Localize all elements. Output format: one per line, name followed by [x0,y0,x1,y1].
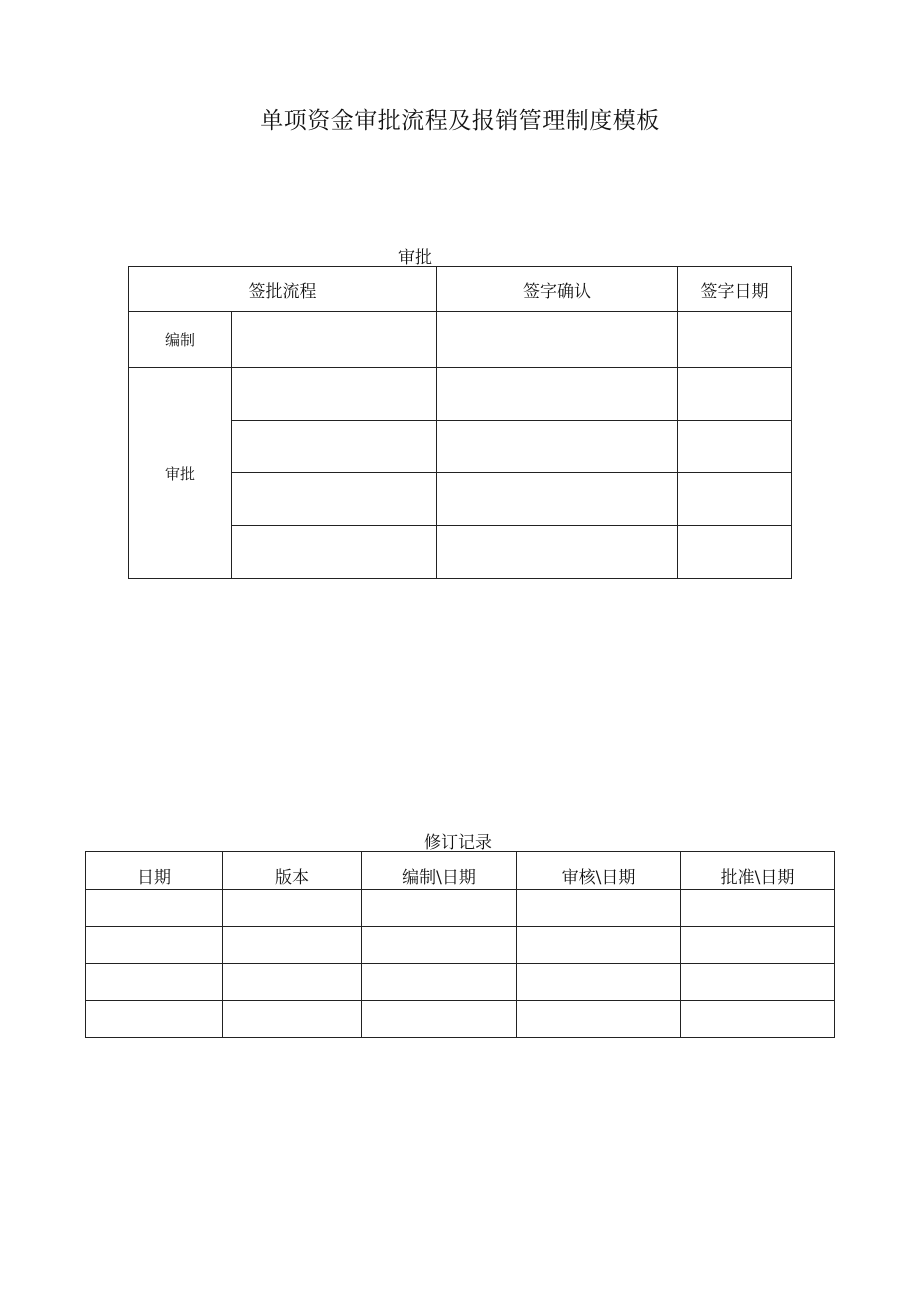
revision-cell[interactable] [223,890,362,927]
approval-header-row [129,267,792,312]
revision-cell[interactable] [223,927,362,964]
revision-cell[interactable] [517,927,681,964]
row-label-compile: 编制 [129,312,232,368]
compile-date-cell[interactable] [678,312,792,368]
approve-date-cell[interactable] [678,421,792,473]
approve-signature-cell[interactable] [437,368,678,421]
revision-cell[interactable] [86,927,223,964]
revision-cell[interactable] [86,1001,223,1038]
revision-cell[interactable] [681,927,835,964]
revision-cell[interactable] [362,890,517,927]
revision-cell[interactable] [362,964,517,1001]
header-sign-date: 签字日期 [678,267,792,312]
revision-cell[interactable] [517,964,681,1001]
revision-caption: 修订记录 [424,833,492,853]
revision-row [86,1001,835,1038]
header-review-date: 审核\日期 [517,852,681,890]
revision-cell[interactable] [86,964,223,1001]
revision-cell[interactable] [86,890,223,927]
revision-cell[interactable] [517,890,681,927]
revision-cell[interactable] [362,927,517,964]
header-approve-date: 批准\日期 [681,852,835,890]
approve-date-cell[interactable] [678,473,792,526]
approval-caption: 审批 [398,248,432,268]
approve-signature-cell[interactable] [437,526,678,579]
approve-date-cell[interactable] [678,368,792,421]
approval-table [128,266,792,579]
approve-signature-cell[interactable] [437,421,678,473]
compile-process-cell[interactable] [232,312,437,368]
approve-process-cell[interactable] [232,473,437,526]
revision-row [86,890,835,927]
header-date: 日期 [86,852,223,890]
document-title: 单项资金审批流程及报销管理制度模板 [260,108,660,134]
revision-cell[interactable] [517,1001,681,1038]
revision-cell[interactable] [681,964,835,1001]
header-compile-date: 编制\日期 [362,852,517,890]
approve-date-cell[interactable] [678,526,792,579]
revision-cell[interactable] [223,964,362,1001]
revision-cell[interactable] [362,1001,517,1038]
header-version: 版本 [223,852,362,890]
revision-cell[interactable] [681,890,835,927]
row-label-approve: 审批 [129,368,232,579]
approval-row-1 [129,368,792,421]
approve-process-cell[interactable] [232,368,437,421]
approve-process-cell[interactable] [232,421,437,473]
approval-row-compile [129,312,792,368]
revision-header-row [86,852,835,890]
compile-signature-cell[interactable] [437,312,678,368]
revision-row [86,927,835,964]
approve-signature-cell[interactable] [437,473,678,526]
approve-process-cell[interactable] [232,526,437,579]
revision-cell[interactable] [223,1001,362,1038]
revision-row [86,964,835,1001]
header-sign-process: 签批流程 [129,267,437,312]
header-sign-confirm: 签字确认 [437,267,678,312]
revision-table [85,851,835,1038]
revision-cell[interactable] [681,1001,835,1038]
